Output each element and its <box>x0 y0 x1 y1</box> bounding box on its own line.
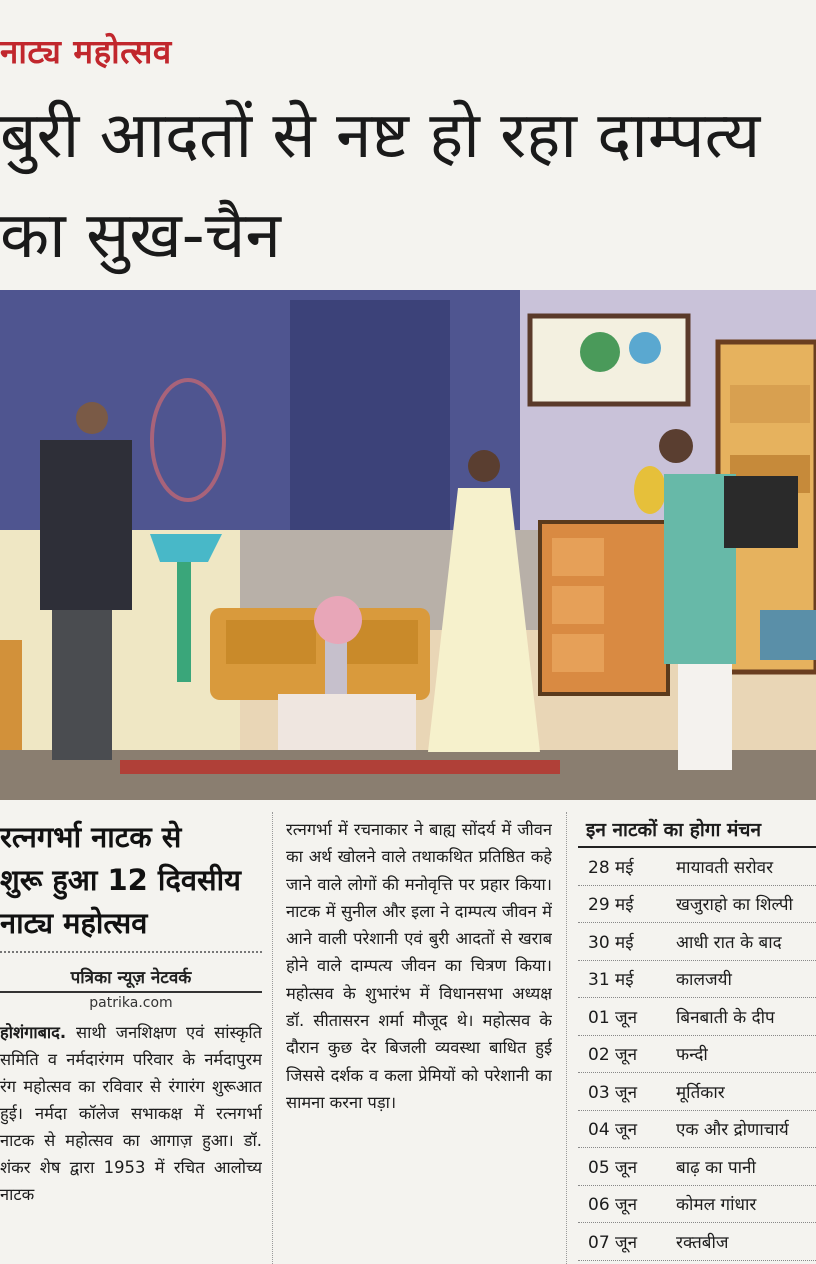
byline: पत्रिका न्यूज़ नेटवर्क <box>70 968 192 988</box>
subheading <box>0 812 262 945</box>
schedule-date: 29 मई <box>588 895 634 916</box>
schedule-date: 06 जून <box>588 1195 638 1216</box>
section-kicker: नाट्य महोत्सव <box>0 32 172 71</box>
headline-line: बुरी आदतों से नष्ट हो रहा दाम्पत्य <box>0 99 761 173</box>
schedule-title: इन नाटकों का होगा मंचन <box>578 812 816 848</box>
schedule-play: मायावती सरोवर <box>676 857 774 878</box>
schedule-date: 30 मई <box>588 932 634 953</box>
body-text-col2: रत्नगर्भा में रचनाकार ने बाह्य सोंदर्य में जीवन का अर्थ खोलने वाले तथाकथित प्रतिष्ठित कहे जाने वाले लोगों की मनोवृत्ति पर प्रहार किया। नाटक में सुनील और इला ने दाम्पत्य जीवन में आने वाली परेशानी एवं बुरी आदतों से खराब होने वाले दाम्पत्य जीवन का चित्रण किया। महोत्सव के शुभारंभ में विधानसभा अध्यक्ष डॉ. सीतासरन शर्मा मौजूद थे। महोत्सव के दौरान कुछ देर बिजली व्यवस्था बाधित हुई जिससे दर्शक व कला प्रेमियों को परेशानी का सामना करना पड़ा। <box>286 820 552 1112</box>
headline <box>0 88 816 288</box>
article-column-2 <box>286 812 552 1264</box>
schedule-date: 05 जून <box>588 1157 638 1178</box>
site-url: patrika.com <box>89 995 173 1011</box>
schedule-box <box>578 812 816 1264</box>
schedule-row <box>578 1186 816 1224</box>
schedule-play: एक और द्रोणाचार्य <box>676 1120 789 1141</box>
headline-line: का सुख-चैन <box>0 199 281 273</box>
schedule-row <box>578 923 816 961</box>
subheading-line: शुरू हुआ 12 दिवसीय <box>0 863 241 897</box>
stage-photo <box>0 290 816 800</box>
subheading-line: नाट्य महोत्सव <box>0 906 148 940</box>
schedule-row <box>578 1036 816 1074</box>
schedule-date: 28 मई <box>588 857 634 878</box>
schedule-date: 03 जून <box>588 1082 638 1103</box>
schedule-date: 04 जून <box>588 1120 638 1141</box>
schedule-play: फन्दी <box>676 1045 708 1066</box>
schedule-row <box>578 848 816 886</box>
schedule-play: कोमल गांधार <box>676 1195 757 1216</box>
schedule-row <box>578 961 816 999</box>
schedule-date: 31 मई <box>588 970 634 991</box>
schedule-row <box>578 1223 816 1261</box>
column-divider <box>272 812 273 1264</box>
schedule-play: खजुराहो का शिल्पी <box>676 895 793 916</box>
schedule-play: बाढ़ का पानी <box>676 1157 756 1178</box>
subheading-line: रत्नगर्भा नाटक से <box>0 820 182 854</box>
schedule-play: आधी रात के बाद <box>676 932 782 953</box>
schedule-list <box>578 848 816 1261</box>
schedule-date: 07 जून <box>588 1232 638 1253</box>
schedule-play: मूर्तिकार <box>676 1082 725 1103</box>
schedule-play: बिनबाती के दीप <box>676 1007 775 1028</box>
article-column-1 <box>0 812 262 1264</box>
divider <box>0 991 262 993</box>
divider <box>0 951 262 953</box>
dateline: होशंगाबाद. <box>0 1023 67 1042</box>
schedule-row <box>578 1148 816 1186</box>
schedule-date: 02 जून <box>588 1045 638 1066</box>
body-text-col1: साथी जनशिक्षण एवं सांस्कृति समिति व नर्मदारंगम परिवार के नर्मदापुरम रंग महोत्सव का रविवार से रंगारंग शुरूआत हुई। नर्मदा कॉलेज सभाकक्ष में रत्नगर्भा नाटक से महोत्सव का आगाज़ हुआ। डॉ. शंकर शेष द्वारा 1953 में रचित आलोच्य नाटक <box>0 1023 262 1204</box>
schedule-row <box>578 998 816 1036</box>
schedule-play: रक्तबीज <box>676 1232 729 1253</box>
schedule-row <box>578 1111 816 1149</box>
schedule-play: कालजयी <box>676 970 732 991</box>
schedule-date: 01 जून <box>588 1007 638 1028</box>
body-text <box>0 1019 262 1208</box>
schedule-row <box>578 886 816 924</box>
schedule-row <box>578 1073 816 1111</box>
column-divider <box>566 812 567 1264</box>
